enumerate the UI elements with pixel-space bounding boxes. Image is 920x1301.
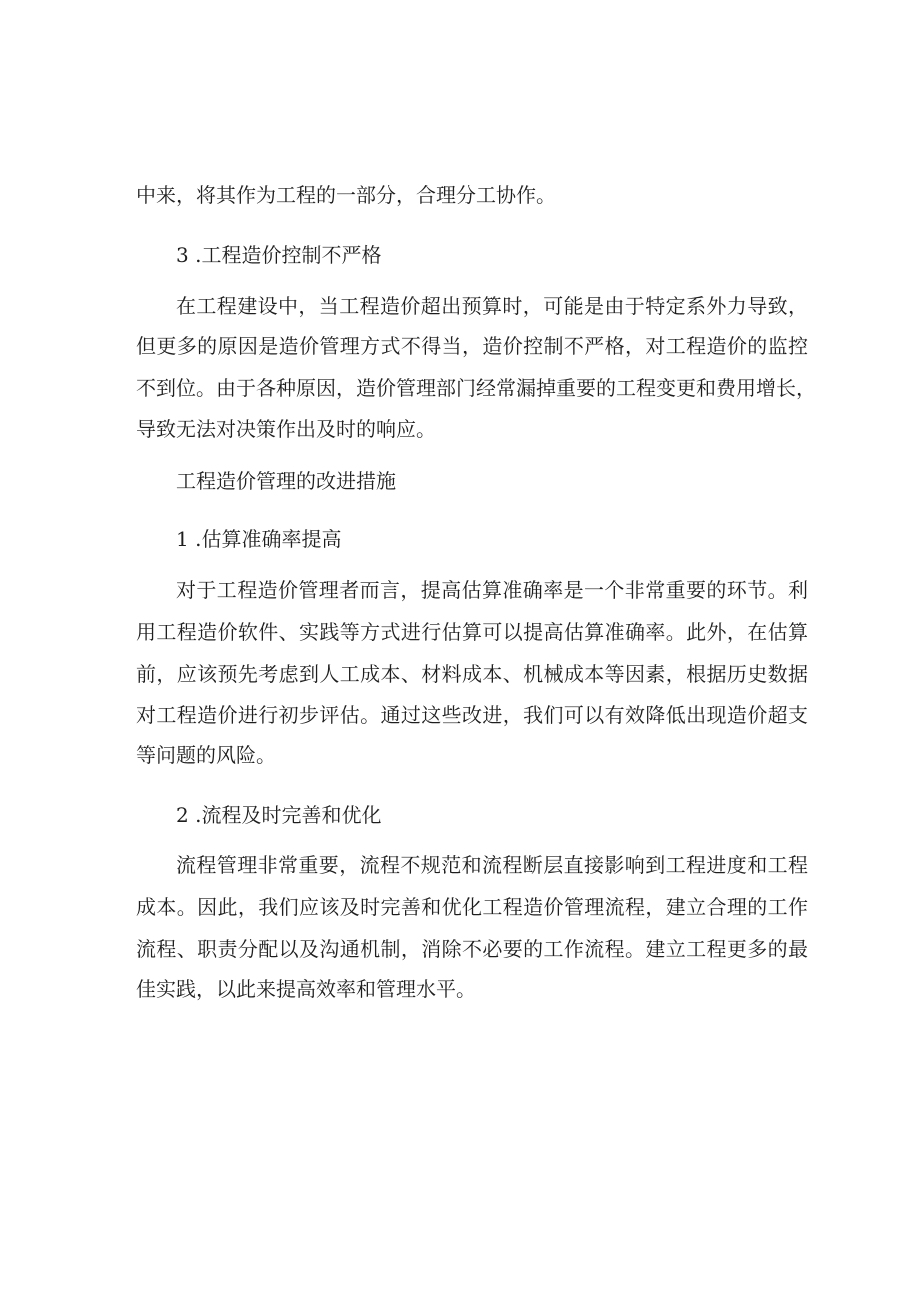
paragraph-line: 在工程建设中，当工程造价超出预算时，可能是由于特定系外力导致， [176, 294, 808, 318]
paragraph-line: 成本。因此，我们应该及时完善和优化工程造价管理流程，建立合理的工作 [136, 895, 808, 919]
paragraph-line: 对于工程造价管理者而言，提高估算准确率是一个非常重要的环节。利 [176, 578, 808, 602]
paragraph-line: 不到位。由于各种原因，造价管理部门经常漏掉重要的工程变更和费用增长， [136, 376, 816, 400]
paragraph-line: 流程、职责分配以及沟通机制，消除不必要的工作流程。建立工程更多的最 [136, 937, 808, 961]
paragraph-line: 流程管理非常重要，流程不规范和流程断层直接影响到工程进度和工程 [176, 853, 808, 877]
paragraph-line: 但更多的原因是造价管理方式不得当，造价控制不严格，对工程造价的监控 [136, 334, 808, 358]
item-heading-1: 1 .估算准确率提高 [176, 527, 342, 551]
paragraph-line: 用工程造价软件、实践等方式进行估算可以提高估算准确率。此外，在估算 [136, 620, 808, 644]
continuation-text: 中来，将其作为工程的一部分，合理分工协作。 [136, 183, 556, 207]
paragraph-line: 对工程造价进行初步评估。通过这些改进，我们可以有效降低出现造价超支 [136, 703, 808, 727]
improvements-heading: 工程造价管理的改进措施 [176, 469, 396, 493]
section-heading-3: 3 .工程造价控制不严格 [176, 243, 382, 267]
paragraph-line: 等问题的风险。 [136, 743, 276, 767]
paragraph-line: 佳实践，以此来提高效率和管理水平。 [136, 977, 476, 1001]
paragraph-line: 前，应该预先考虑到人工成本、材料成本、机械成本等因素，根据历史数据 [136, 662, 808, 686]
paragraph-line: 导致无法对决策作出及时的响应。 [136, 417, 436, 441]
item-heading-2: 2 .流程及时完善和优化 [176, 803, 382, 827]
